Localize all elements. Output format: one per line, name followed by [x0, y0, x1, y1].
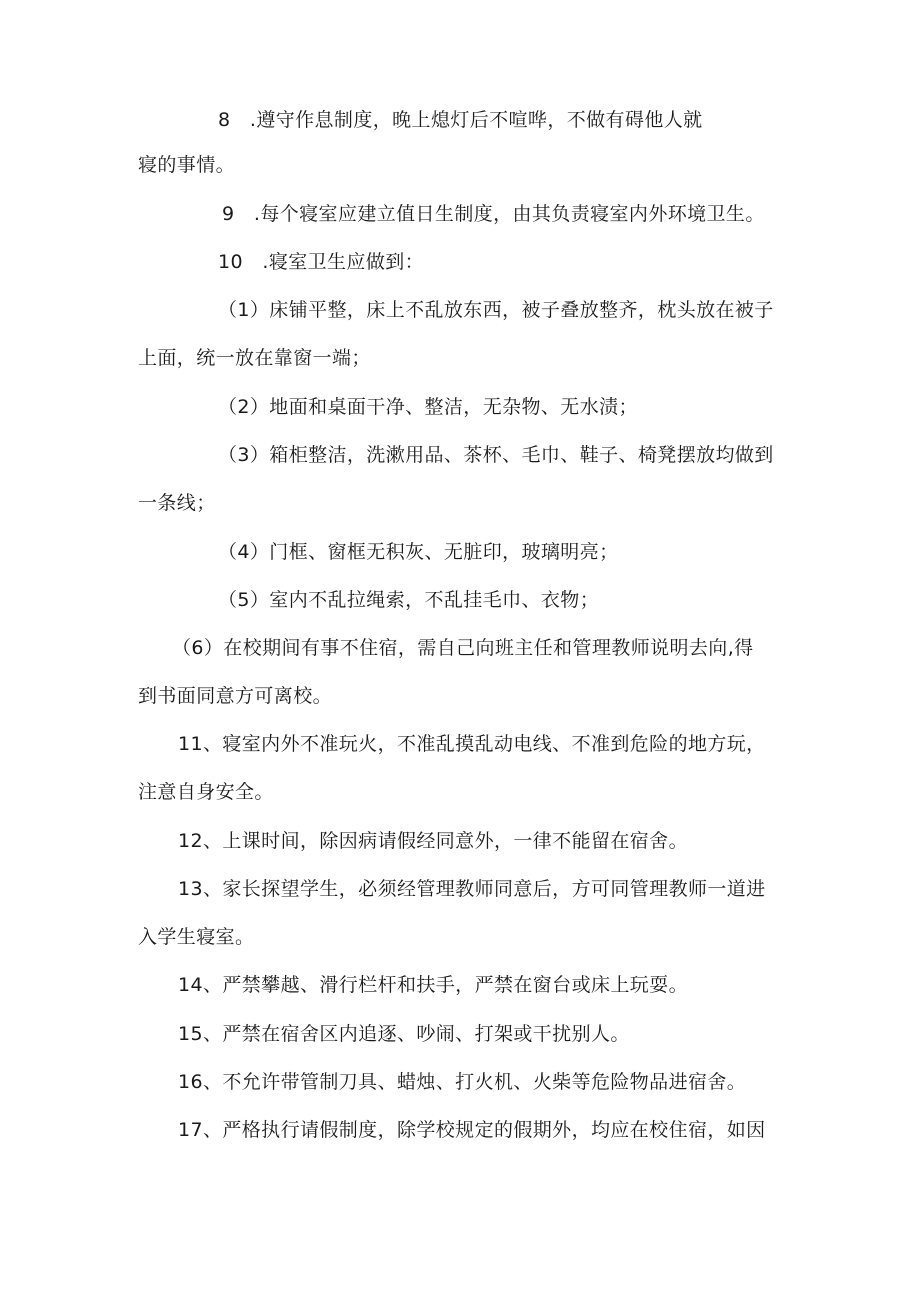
text-line: 14、严禁攀越、滑行栏杆和扶手，严禁在窗台或床上玩耍。: [178, 974, 688, 996]
text-line: 15、严禁在宿舍区内追逐、吵闹、打架或干扰别人。: [178, 1023, 630, 1045]
text-line: 16、不允许带管制刀具、蜡烛、打火机、火柴等危险物品进宿舍。: [178, 1071, 747, 1093]
text-line: 8 .遵守作息制度，晚上熄灯后不喧哗，不做有碍他人就: [218, 109, 703, 131]
text-line: 上面，统一放在靠窗一端；: [138, 347, 371, 369]
text-line: 9 .每个寝室应建立值日生制度，由其负责寝室内外环境卫生。: [222, 203, 765, 225]
text-line: （1）床铺平整，床上不乱放东西，被子叠放整齐，枕头放在被子: [218, 299, 774, 321]
text-line: 17、严格执行请假制度，除学校规定的假期外，均应在校住宿，如因: [178, 1119, 766, 1141]
text-line: 到书面同意方可离校。: [138, 685, 333, 707]
text-line: （3）箱柜整洁，洗漱用品、茶杯、毛巾、鞋子、椅凳摆放均做到: [218, 444, 774, 466]
text-line: （2）地面和桌面干净、整洁，无杂物、无水渍；: [218, 396, 638, 418]
text-line: 入学生寝室。: [138, 926, 255, 948]
text-line: （6）在校期间有事不住宿，需自己向班主任和管理教师说明去向,得: [172, 637, 754, 659]
text-line: 12、上课时间，除因病请假经同意外，一律不能留在宿舍。: [178, 830, 688, 852]
text-line: 一条线；: [138, 492, 216, 514]
text-line: （5）室内不乱拉绳索，不乱挂毛巾、衣物；: [218, 589, 600, 611]
text-line: 11、寝室内外不准玩火，不准乱摸乱动电线、不准到危险的地方玩，: [178, 733, 766, 755]
text-line: 13、家长探望学生，必须经管理教师同意后，方可同管理教师一道进: [178, 878, 766, 900]
text-line: 注意自身安全。: [138, 781, 274, 803]
text-line: 寝的事情。: [138, 154, 236, 176]
text-line: （4）门框、窗框无积灰、无脏印，玻璃明亮；: [218, 541, 619, 563]
text-line: 10 .寝室卫生应做到：: [218, 251, 425, 273]
